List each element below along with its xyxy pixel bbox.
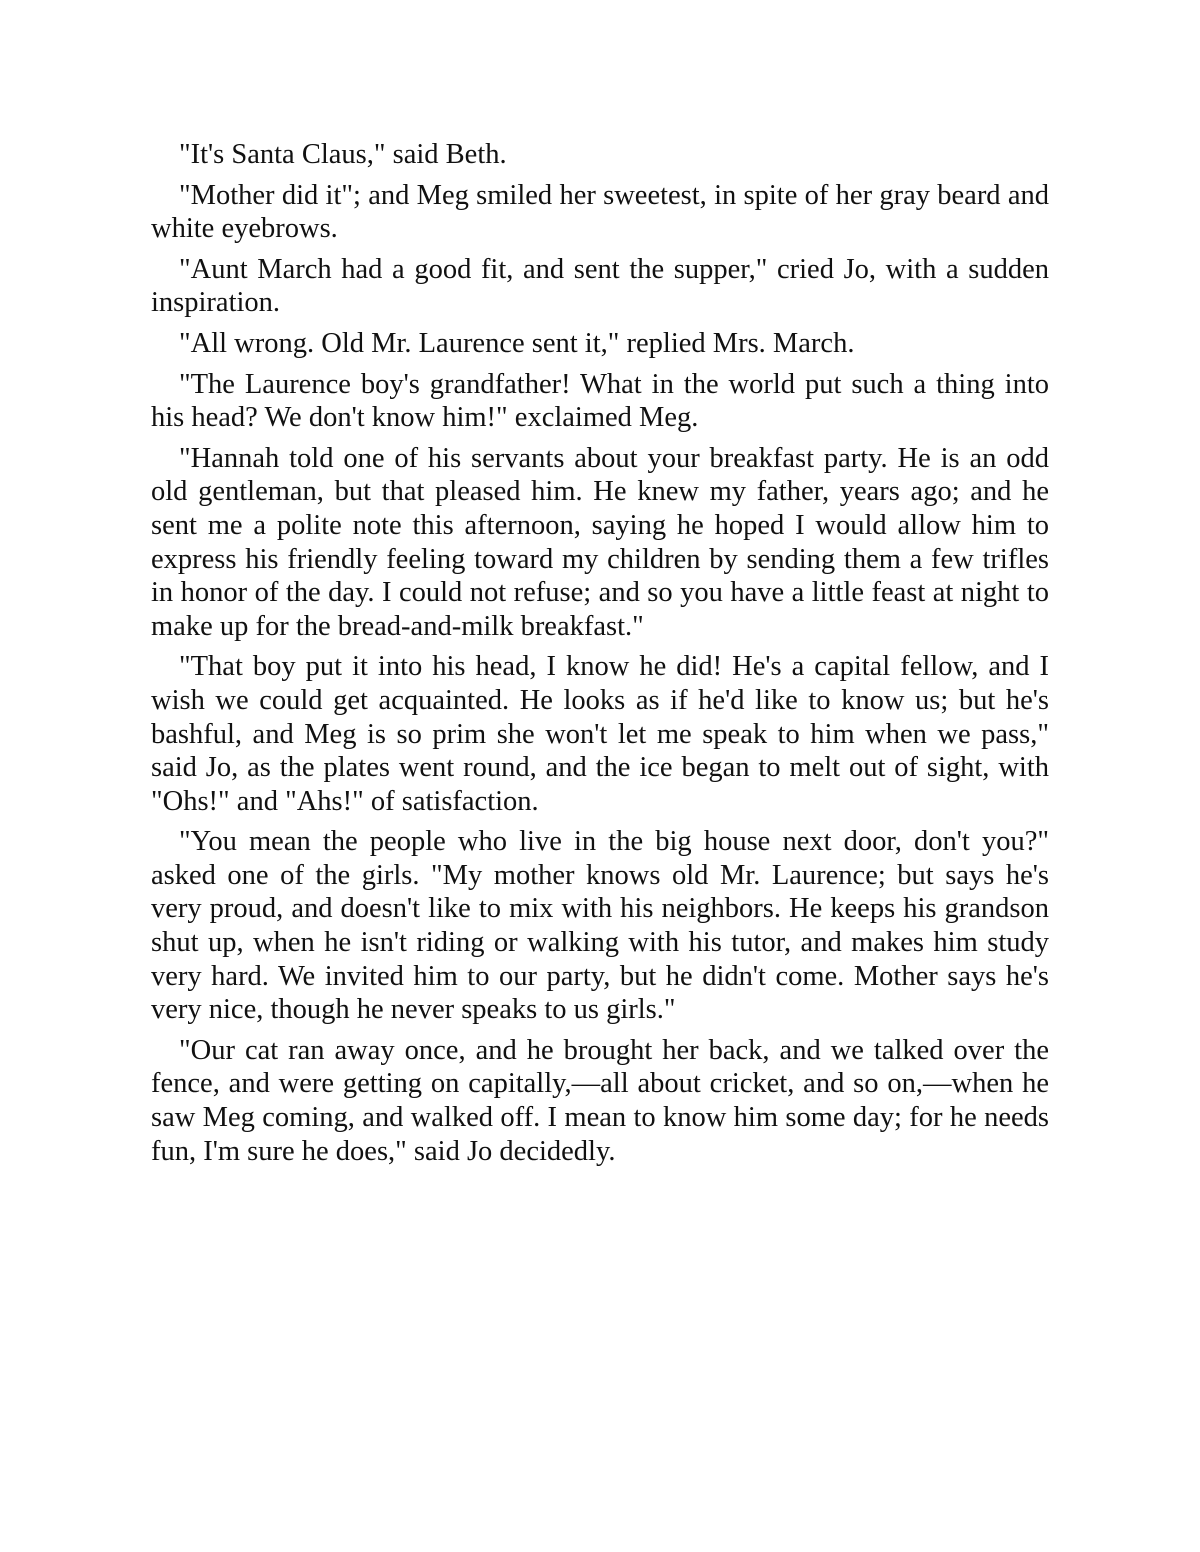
paragraph: "Hannah told one of his servants about your breakfast party. He is an odd old gentleman, but that pleased him. He knew my father, years ago; and he sent me a polite note this afternoon, saying he hoped I would allow him to express his friendly feeling toward my children by sending them a few trifles in honor of the day. I could not refuse; and so you have a little feast at night to make up for the bread-and-milk breakfast." xyxy=(151,442,1049,642)
paragraph: "Aunt March had a good fit, and sent the supper," cried Jo, with a sudden inspiration. xyxy=(151,253,1049,319)
paragraph: "Our cat ran away once, and he brought her back, and we talked over the fence, and were getting on capitally,—all about cricket, and so on,—when he saw Meg coming, and walked off. I mean to know him some day; for he needs fun, I'm sure he does," said Jo decidedly. xyxy=(151,1034,1049,1167)
body-text xyxy=(151,138,1049,1175)
paragraph: "The Laurence boy's grandfather! What in the world put such a thing into his head? We don't know him!" exclaimed Meg. xyxy=(151,368,1049,434)
paragraph: "It's Santa Claus," said Beth. xyxy=(179,139,507,170)
paragraph: "Mother did it"; and Meg smiled her sweetest, in spite of her gray beard and white eyebrows. xyxy=(151,179,1049,245)
paragraph: "All wrong. Old Mr. Laurence sent it," replied Mrs. March. xyxy=(179,327,855,359)
paragraph: "You mean the people who live in the big house next door, don't you?" asked one of the girls. "My mother knows old Mr. Laurence; but says he's very proud, and doesn't like to mix with his neighbors. He keeps his grandson shut up, when he isn't riding or walking with his tutor, and makes him study very hard. We invited him to our party, but he didn't come. Mother says he's very nice, though he never speaks to us girls." xyxy=(151,826,1049,1026)
paragraph: "That boy put it into his head, I know he did! He's a capital fellow, and I wish we could get acquainted. He looks as if he'd like to know us; but he's bashful, and Meg is so prim she won't let me speak to him when we pass," said Jo, as the plates went round, and the ice began to melt out of sight, with "Ohs!" and "Ahs!" of satisfaction. xyxy=(151,651,1049,817)
